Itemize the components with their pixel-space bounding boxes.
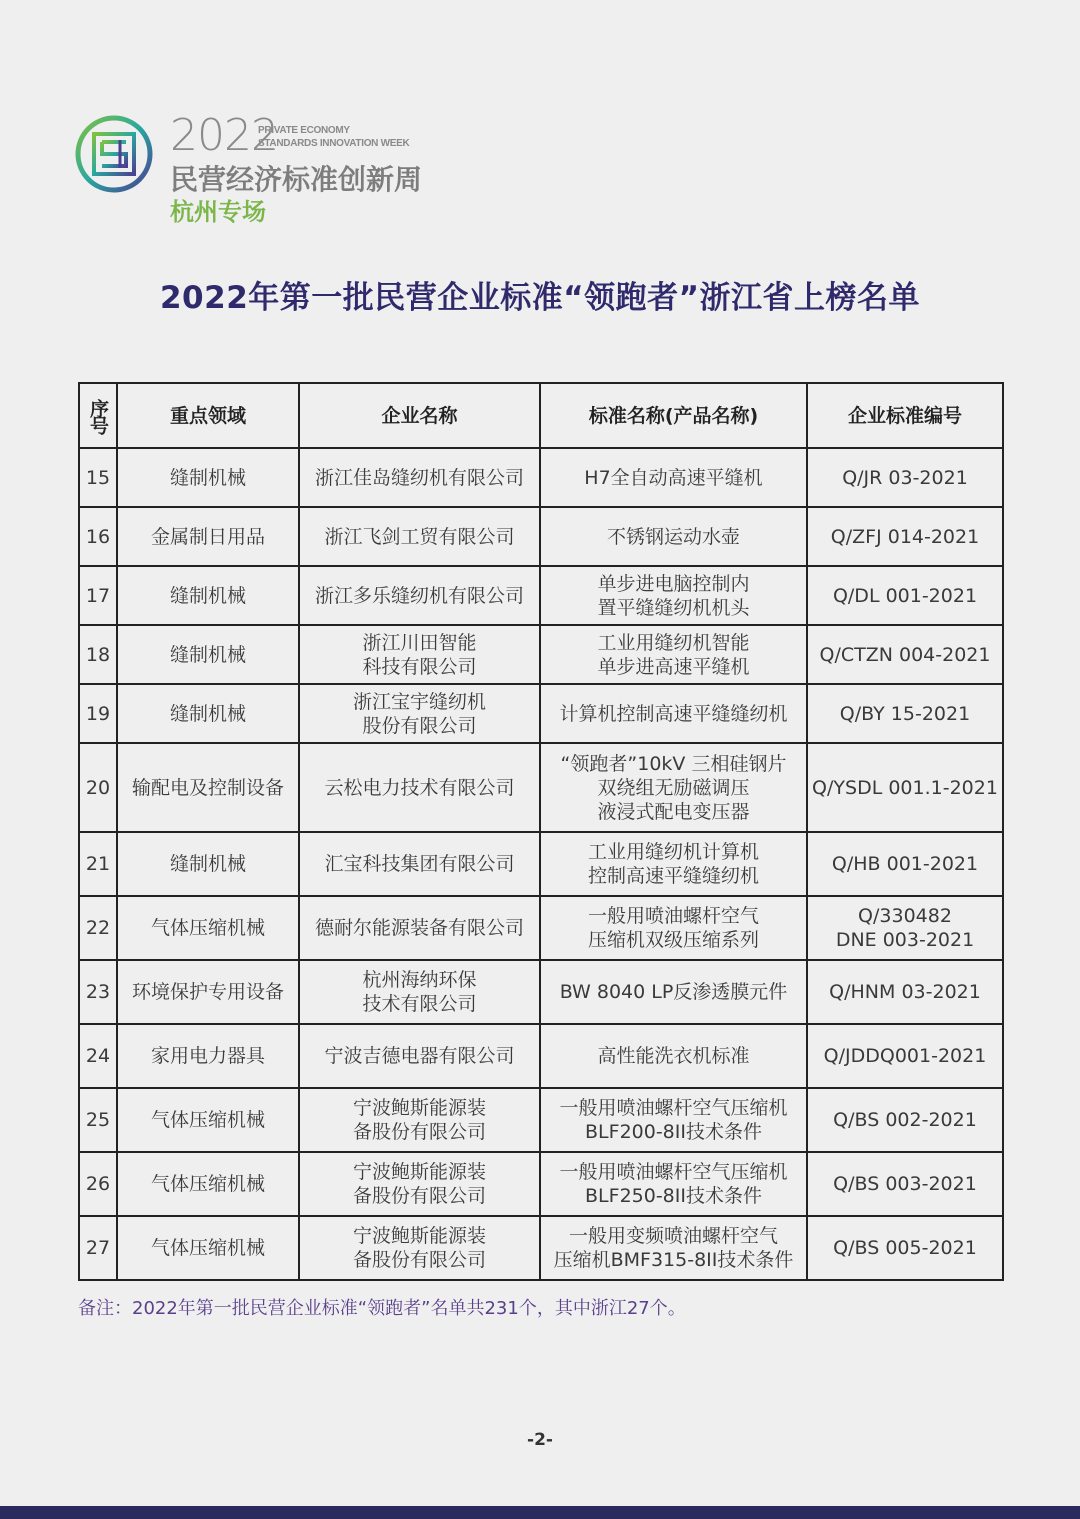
header-field: 重点领域 — [117, 383, 299, 448]
row-seq: 21 — [79, 832, 117, 896]
row-field: 缝制机械 — [117, 832, 299, 896]
row-standard-name: 计算机控制高速平缝缝纫机 — [540, 684, 807, 743]
table-row — [79, 832, 1003, 896]
row-standard-name: 一般用喷油螺杆空气 压缩机双级压缩系列 — [540, 896, 807, 960]
row-standard-name: 单步进电脑控制内 置平缝缝纫机机头 — [540, 566, 807, 625]
row-standard-code: Q/DL 001-2021 — [807, 566, 1003, 625]
table-row — [79, 960, 1003, 1024]
row-standard-code: Q/BS 002-2021 — [807, 1088, 1003, 1152]
header-standard-code: 企业标准编号 — [807, 383, 1003, 448]
table-row — [79, 448, 1003, 507]
row-seq: 15 — [79, 448, 117, 507]
row-field: 气体压缩机械 — [117, 896, 299, 960]
row-field: 缝制机械 — [117, 448, 299, 507]
row-seq: 25 — [79, 1088, 117, 1152]
row-field: 缝制机械 — [117, 566, 299, 625]
row-standard-name: 工业用缝纫机计算机 控制高速平缝缝纫机 — [540, 832, 807, 896]
footer-bar — [0, 1506, 1080, 1519]
row-seq: 26 — [79, 1152, 117, 1216]
logo-english-line-2: STANDARDS INNOVATION WEEK — [258, 138, 410, 149]
row-standard-code: Q/CTZN 004-2021 — [807, 625, 1003, 684]
row-seq: 22 — [79, 896, 117, 960]
page-number: -2- — [527, 1430, 553, 1450]
row-company: 浙江多乐缝纫机有限公司 — [299, 566, 540, 625]
table-row — [79, 566, 1003, 625]
row-standard-code: Q/HNM 03-2021 — [807, 960, 1003, 1024]
header-standard-name: 标准名称(产品名称) — [540, 383, 807, 448]
row-field: 缝制机械 — [117, 684, 299, 743]
table-row — [79, 896, 1003, 960]
row-field: 金属制日用品 — [117, 507, 299, 566]
row-standard-code: Q/ZFJ 014-2021 — [807, 507, 1003, 566]
header-seq: 序号 — [79, 383, 117, 448]
row-standard-name: 不锈钢运动水壶 — [540, 507, 807, 566]
table-row — [79, 743, 1003, 832]
row-standard-code: Q/BS 003-2021 — [807, 1152, 1003, 1216]
event-logo — [74, 112, 514, 232]
header-company: 企业名称 — [299, 383, 540, 448]
row-company: 浙江宝宇缝纫机 股份有限公司 — [299, 684, 540, 743]
table-row — [79, 625, 1003, 684]
row-standard-name: BW 8040 LP反渗透膜元件 — [540, 960, 807, 1024]
row-standard-name: 一般用喷油螺杆空气压缩机 BLF250-8II技术条件 — [540, 1152, 807, 1216]
row-seq: 24 — [79, 1024, 117, 1088]
row-field: 气体压缩机械 — [117, 1216, 299, 1280]
row-field: 缝制机械 — [117, 625, 299, 684]
row-seq: 17 — [79, 566, 117, 625]
table-row — [79, 684, 1003, 743]
row-seq: 18 — [79, 625, 117, 684]
row-seq: 16 — [79, 507, 117, 566]
row-standard-name: 一般用喷油螺杆空气压缩机 BLF200-8II技术条件 — [540, 1088, 807, 1152]
row-standard-code: Q/BS 005-2021 — [807, 1216, 1003, 1280]
row-company: 汇宝科技集团有限公司 — [299, 832, 540, 896]
row-company: 云松电力技术有限公司 — [299, 743, 540, 832]
row-company: 浙江川田智能 科技有限公司 — [299, 625, 540, 684]
table-row — [79, 1088, 1003, 1152]
table-row — [79, 1152, 1003, 1216]
row-seq: 27 — [79, 1216, 117, 1280]
row-company: 宁波鲍斯能源装 备股份有限公司 — [299, 1152, 540, 1216]
row-company: 浙江佳岛缝纫机有限公司 — [299, 448, 540, 507]
row-seq: 20 — [79, 743, 117, 832]
table-row — [79, 1216, 1003, 1280]
row-company: 杭州海纳环保 技术有限公司 — [299, 960, 540, 1024]
row-standard-code: Q/330482 DNE 003-2021 — [807, 896, 1003, 960]
row-field: 气体压缩机械 — [117, 1152, 299, 1216]
row-field: 气体压缩机械 — [117, 1088, 299, 1152]
row-standard-name: 高性能洗衣机标准 — [540, 1024, 807, 1088]
row-standard-code: Q/BY 15-2021 — [807, 684, 1003, 743]
row-company: 德耐尔能源装备有限公司 — [299, 896, 540, 960]
row-field: 环境保护专用设备 — [117, 960, 299, 1024]
table-row — [79, 507, 1003, 566]
row-standard-name: 一般用变频喷油螺杆空气 压缩机BMF315-8II技术条件 — [540, 1216, 807, 1280]
logo-english-text — [258, 124, 409, 150]
row-standard-code: Q/JDDQ001-2021 — [807, 1024, 1003, 1088]
logo-chinese-subtitle: 杭州专场 — [170, 198, 266, 226]
row-company: 宁波吉德电器有限公司 — [299, 1024, 540, 1088]
logo-year: 2022 — [170, 110, 278, 161]
row-standard-code: Q/YSDL 001.1-2021 — [807, 743, 1003, 832]
row-company: 宁波鲍斯能源装 备股份有限公司 — [299, 1216, 540, 1280]
row-company: 宁波鲍斯能源装 备股份有限公司 — [299, 1088, 540, 1152]
row-field: 输配电及控制设备 — [117, 743, 299, 832]
logo-english-line-1: PRIVATE ECONOMY — [258, 125, 350, 136]
row-standard-name: H7全自动高速平缝机 — [540, 448, 807, 507]
logo-chinese-title: 民营经济标准创新周 — [170, 163, 423, 196]
page-title: 2022年第一批民营企业标准“领跑者”浙江省上榜名单 — [159, 280, 921, 316]
row-standard-name: “领跑者”10kV 三相硅钢片 双绕组无励磁调压 液浸式配电变压器 — [540, 743, 807, 832]
row-standard-code: Q/JR 03-2021 — [807, 448, 1003, 507]
enterprise-list-table — [78, 382, 1004, 1281]
table-row — [79, 1024, 1003, 1088]
table-header-row — [79, 383, 1003, 448]
footnote: 备注：2022年第一批民营企业标准“领跑者”名单共231个，其中浙江27个。 — [78, 1298, 686, 1319]
row-field: 家用电力器具 — [117, 1024, 299, 1088]
row-standard-code: Q/HB 001-2021 — [807, 832, 1003, 896]
row-seq: 23 — [79, 960, 117, 1024]
logo-mark-icon — [74, 114, 154, 194]
row-seq: 19 — [79, 684, 117, 743]
row-company: 浙江飞剑工贸有限公司 — [299, 507, 540, 566]
row-standard-name: 工业用缝纫机智能 单步进高速平缝机 — [540, 625, 807, 684]
